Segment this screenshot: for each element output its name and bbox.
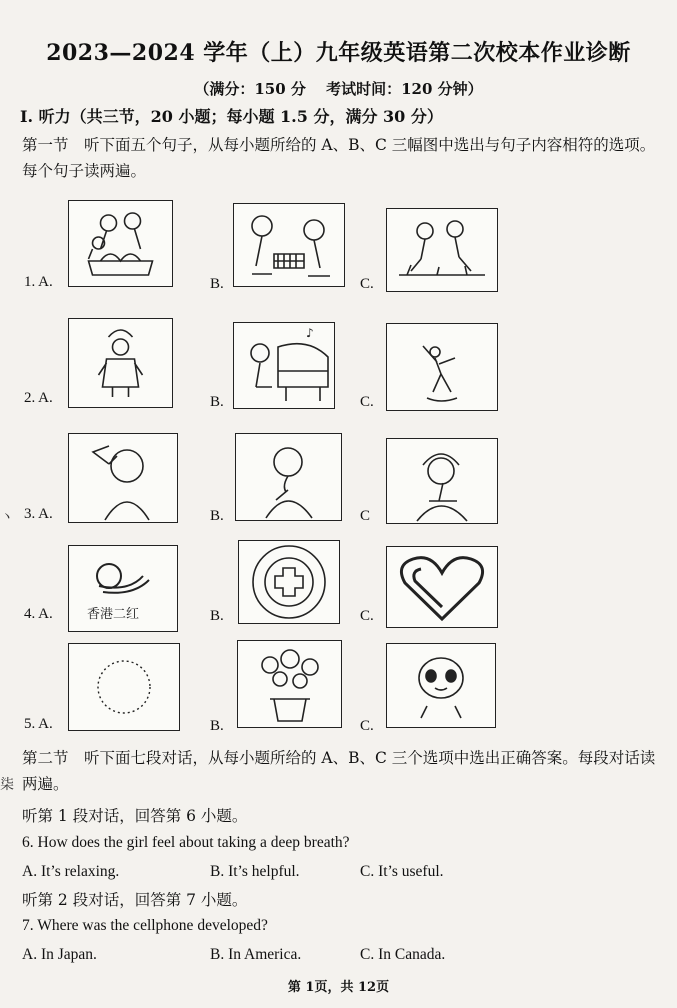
svg-text:♪: ♪ (306, 326, 314, 340)
question-6-option-b: B. It’s helpful. (210, 863, 300, 880)
question-4-label-c: C. (360, 608, 374, 624)
panda-mascot-icon (386, 643, 496, 728)
question-6-option-c: C. It’s useful. (360, 863, 444, 880)
question-2-label-c: C. (360, 394, 374, 410)
boy-saluting-icon (68, 433, 178, 523)
question-2-label-b: B. (210, 394, 224, 410)
opera-performer-icon (68, 318, 173, 408)
potted-flowers-icon (237, 640, 342, 728)
question-7-option-b: B. In America. (210, 946, 302, 963)
dancer-icon (386, 323, 498, 411)
children-playing-chess-icon (233, 203, 345, 287)
question-3-label-b: B. (210, 508, 224, 524)
chinese-logo-icon (68, 545, 178, 632)
question-3-label-c: C (360, 508, 371, 524)
question-6-option-a: A. It’s relaxing. (22, 863, 120, 880)
question-6-text: 6. How does the girl feel about taking a deep breath? (22, 834, 350, 851)
family-dinner-icon (68, 200, 173, 287)
woman-eating-icon (386, 438, 498, 524)
man-thinking-icon (235, 433, 342, 521)
question-5-label-b: B. (210, 718, 224, 734)
question-3-label-a: 3. A. (24, 506, 53, 522)
question-1-label-b: B. (210, 276, 224, 292)
piano-player-icon (233, 322, 335, 409)
dialogue2-intro: 听第 2 段对话，回答第 7 小题。 (22, 891, 248, 909)
question-2-label-a: 2. A. (24, 390, 53, 406)
question-4-label-b: B. (210, 608, 224, 624)
page-number: 第 1页，共 12页 (287, 980, 390, 995)
question-5-label-a: 5. A. (24, 716, 53, 732)
question-7-option-a: A. In Japan. (22, 946, 97, 963)
dialogue1-intro: 听第 1 段对话，回答第 6 小题。 (22, 807, 248, 825)
round-bread-icon (68, 643, 180, 731)
section1-instruction: 第一节 听下面五个句子，从每小题所给的 A、B、C 三幅图中选出与句子内容相符的选项。每个句子读两遍。 (22, 136, 656, 180)
question-7-option-c: C. In Canada. (360, 946, 446, 963)
question-1-label-c: C. (360, 276, 374, 292)
margin-mark: ヽ (0, 509, 14, 525)
exam-subtitle: （满分：150 分 考试时间：120 分钟） (194, 80, 483, 98)
exam-title: 2023—2024 学年（上）九年级英语第二次校本作业诊断 (46, 40, 631, 66)
question-7-text: 7. Where was the cellphone developed? (22, 917, 268, 934)
part1-heading: Ⅰ. 听力（共三节，20 小题；每小题 1.5 分，满分 30 分） (20, 107, 443, 126)
logo-text: 香港二红 (87, 607, 140, 622)
people-planting-icon (386, 208, 498, 292)
section2-instruction: 第二节 听下面七段对话，从每小题所给的 A、B、C 三个选项中选出正确答案。每段对话读两遍。 (22, 749, 656, 793)
heart-symbol-icon (386, 546, 498, 628)
question-1-label-a: 1. A. (24, 274, 53, 290)
red-cross-emblem-icon (238, 540, 340, 624)
question-4-label-a: 4. A. (24, 606, 53, 622)
margin-mark: 柒 (0, 777, 14, 793)
question-5-label-c: C. (360, 718, 374, 734)
